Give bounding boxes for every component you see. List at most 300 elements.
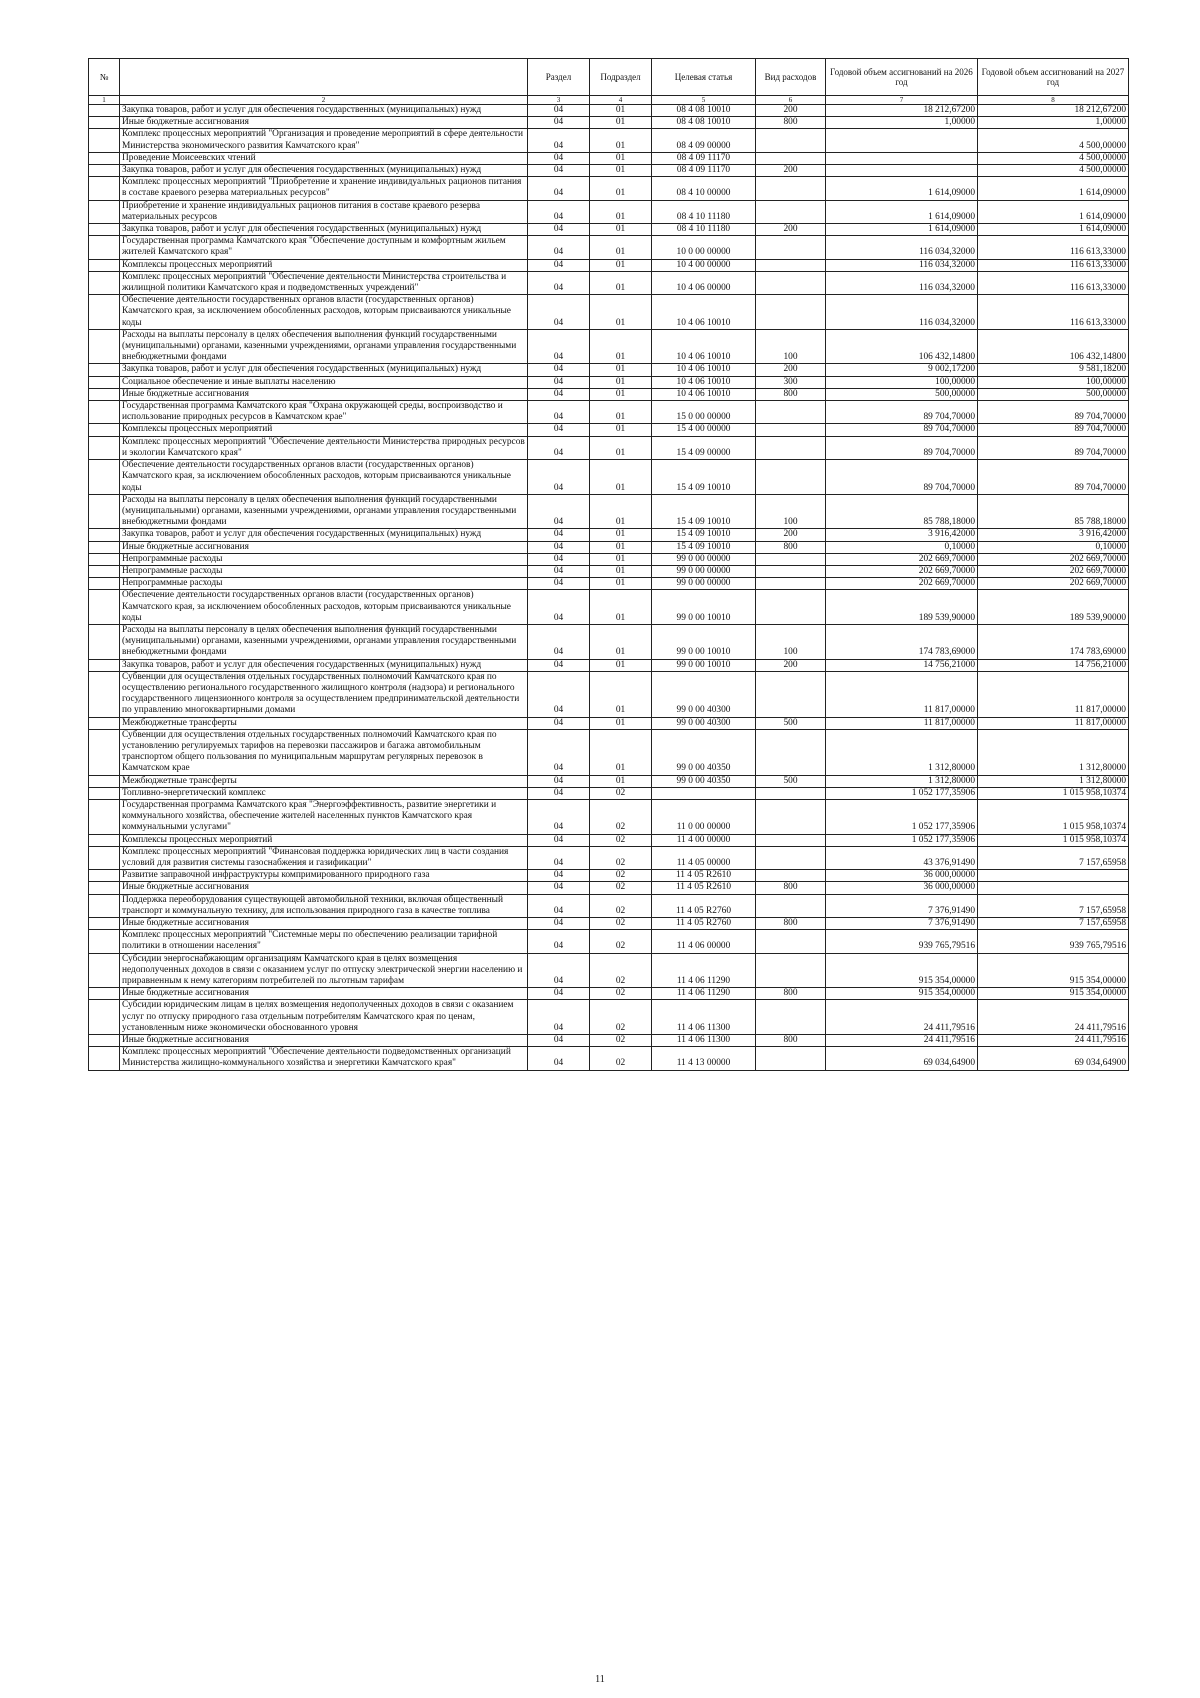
cell-subsection: 01 (590, 565, 652, 577)
cell-2026: 202 669,70000 (826, 578, 978, 590)
cell-name: Иные бюджетные ассигнования (120, 388, 528, 400)
cell-2026: 9 002,17200 (826, 364, 978, 376)
cell-section: 04 (528, 460, 590, 495)
cell-section: 04 (528, 401, 590, 424)
cell-2027: 89 704,70000 (978, 436, 1129, 459)
cell-target: 08 4 10 00000 (652, 177, 756, 200)
cell-num (89, 590, 120, 625)
header-num: № (89, 59, 120, 96)
cell-name: Развитие заправочной инфраструктуры компримированного природного газа (120, 870, 528, 882)
cell-subsection: 01 (590, 177, 652, 200)
cell-name: Расходы на выплаты персоналу в целях обеспечения выполнения функций государственными (муниципальными) органами, казенными учреждениями, органами управления государственными внебюджетными фондами (120, 624, 528, 659)
cell-2027: 116 613,33000 (978, 271, 1129, 294)
cell-type (756, 578, 826, 590)
cell-2027 (978, 882, 1129, 894)
cell-num (89, 659, 120, 671)
cell-2026: 89 704,70000 (826, 460, 978, 495)
cell-target: 99 0 00 10010 (652, 590, 756, 625)
cell-num (89, 1047, 120, 1070)
cell-type: 800 (756, 1035, 826, 1047)
cell-name: Комплекс процессных мероприятий "Финансовая поддержка юридических лиц в части создания условий для развития системы газоснабжения и газификации" (120, 846, 528, 869)
cell-section: 04 (528, 129, 590, 152)
cell-name: Субвенции для осуществления отдельных государственных полномочий Камчатского края по осуществлению регионального государственного жилищного контроля (надзора) и регионального государственного лицензионного контроля за осуществлением предпринимательской деятельности по управлению многоквартирными домами (120, 671, 528, 717)
table-row (89, 200, 1129, 223)
cell-target: 08 4 08 10010 (652, 105, 756, 117)
cell-section: 04 (528, 918, 590, 930)
cell-section: 04 (528, 671, 590, 717)
cell-type (756, 799, 826, 834)
cell-name: Государственная программа Камчатского края "Обеспечение доступным и комфортным жильем жителей Камчатского края" (120, 236, 528, 259)
cell-2027: 116 613,33000 (978, 295, 1129, 330)
cell-subsection: 01 (590, 460, 652, 495)
cell-2027: 1 312,80000 (978, 775, 1129, 787)
cell-2027: 1 015 958,10374 (978, 834, 1129, 846)
table-row (89, 953, 1129, 988)
cell-section: 04 (528, 295, 590, 330)
cell-name: Закупка товаров, работ и услуг для обеспечения государственных (муниципальных) нужд (120, 364, 528, 376)
cell-subsection: 01 (590, 259, 652, 271)
cell-name: Социальное обеспечение и иные выплаты населению (120, 376, 528, 388)
cell-type: 500 (756, 775, 826, 787)
table-row (89, 177, 1129, 200)
cell-num (89, 236, 120, 259)
cell-target: 10 4 06 10010 (652, 295, 756, 330)
cell-num (89, 553, 120, 565)
cell-subsection: 01 (590, 553, 652, 565)
table-row (89, 729, 1129, 775)
cell-2027: 11 817,00000 (978, 671, 1129, 717)
cell-subsection: 02 (590, 930, 652, 953)
table-row (89, 529, 1129, 541)
cell-name: Комплекс процессных мероприятий "Системные меры по обеспечению реализации тарифной политики в отношении населения" (120, 930, 528, 953)
table-row (89, 224, 1129, 236)
cell-target: 11 4 00 00000 (652, 834, 756, 846)
cell-2026: 14 756,21000 (826, 659, 978, 671)
cell-target: 10 4 06 10010 (652, 364, 756, 376)
cell-subsection: 02 (590, 1035, 652, 1047)
cell-name: Поддержка переоборудования существующей автомобильной техники, включая общественный транспорт и коммунальную технику, для использования природного газа в качестве топлива (120, 894, 528, 917)
cell-num (89, 436, 120, 459)
cell-num (89, 717, 120, 729)
table-row (89, 541, 1129, 553)
cell-type (756, 590, 826, 625)
table-row (89, 1047, 1129, 1070)
cell-2027: 4 500,00000 (978, 152, 1129, 164)
table-row (89, 918, 1129, 930)
cell-target: 15 4 00 00000 (652, 424, 756, 436)
column-number: 6 (756, 96, 826, 105)
cell-2026: 1 052 177,35906 (826, 799, 978, 834)
table-row (89, 894, 1129, 917)
table-row (89, 930, 1129, 953)
column-number: 2 (120, 96, 528, 105)
cell-2027: 14 756,21000 (978, 659, 1129, 671)
cell-subsection: 01 (590, 436, 652, 459)
cell-name: Иные бюджетные ассигнования (120, 918, 528, 930)
cell-type: 800 (756, 541, 826, 553)
cell-type (756, 200, 826, 223)
cell-subsection: 01 (590, 165, 652, 177)
cell-subsection: 01 (590, 541, 652, 553)
cell-num (89, 529, 120, 541)
cell-num (89, 870, 120, 882)
cell-2026: 915 354,00000 (826, 988, 978, 1000)
cell-target: 15 4 09 10010 (652, 494, 756, 529)
cell-2027: 1 015 958,10374 (978, 787, 1129, 799)
cell-2026: 1,00000 (826, 117, 978, 129)
cell-target: 11 4 05 R2610 (652, 870, 756, 882)
table-row (89, 578, 1129, 590)
table-row (89, 117, 1129, 129)
cell-2027: 69 034,64900 (978, 1047, 1129, 1070)
cell-name: Субвенции для осуществления отдельных государственных полномочий Камчатского края по установлению регулируемых тарифов на перевозки пассажиров и багажа автомобильным транспортом общего пользования по муниципальным маршрутам регулярных перевозок в Камчатском крае (120, 729, 528, 775)
cell-subsection: 02 (590, 918, 652, 930)
column-number: 3 (528, 96, 590, 105)
cell-2027: 89 704,70000 (978, 401, 1129, 424)
cell-subsection: 01 (590, 152, 652, 164)
cell-num (89, 388, 120, 400)
cell-type (756, 295, 826, 330)
header-type: Вид расходов (756, 59, 826, 96)
cell-subsection: 01 (590, 117, 652, 129)
table-row (89, 436, 1129, 459)
cell-name: Иные бюджетные ассигнования (120, 1035, 528, 1047)
cell-2026 (826, 152, 978, 164)
cell-2026 (826, 165, 978, 177)
cell-num (89, 834, 120, 846)
cell-name: Обеспечение деятельности государственных органов власти (государственных органов) Камчатского края, за исключением обособленных расходов, которым присваиваются уникальные коды (120, 295, 528, 330)
column-number: 4 (590, 96, 652, 105)
cell-subsection: 01 (590, 329, 652, 364)
cell-2027: 85 788,18000 (978, 494, 1129, 529)
cell-type: 100 (756, 624, 826, 659)
cell-section: 04 (528, 988, 590, 1000)
cell-section: 04 (528, 165, 590, 177)
cell-2026: 1 052 177,35906 (826, 834, 978, 846)
cell-section: 04 (528, 775, 590, 787)
cell-2026 (826, 129, 978, 152)
cell-num (89, 541, 120, 553)
cell-2026: 1 312,80000 (826, 729, 978, 775)
budget-table-sheet (88, 58, 1128, 1071)
table-row (89, 259, 1129, 271)
cell-2026: 36 000,00000 (826, 882, 978, 894)
cell-section: 04 (528, 529, 590, 541)
cell-2026: 116 034,32000 (826, 236, 978, 259)
cell-type (756, 671, 826, 717)
cell-subsection: 01 (590, 624, 652, 659)
cell-2026: 189 539,90000 (826, 590, 978, 625)
cell-2026: 1 052 177,35906 (826, 787, 978, 799)
cell-subsection: 01 (590, 717, 652, 729)
cell-2026: 89 704,70000 (826, 436, 978, 459)
cell-num (89, 930, 120, 953)
cell-2027: 939 765,79516 (978, 930, 1129, 953)
cell-name: Комплекс процессных мероприятий "Обеспечение деятельности Министерства строительства и жилищной политики Камчатского края и подведомственных учреждений" (120, 271, 528, 294)
table-row (89, 152, 1129, 164)
table-row (89, 236, 1129, 259)
cell-subsection: 02 (590, 870, 652, 882)
cell-num (89, 775, 120, 787)
cell-target: 08 4 09 11170 (652, 152, 756, 164)
cell-type (756, 436, 826, 459)
cell-target: 08 4 10 11180 (652, 224, 756, 236)
cell-2026: 24 411,79516 (826, 1035, 978, 1047)
cell-2027: 11 817,00000 (978, 717, 1129, 729)
cell-subsection: 02 (590, 953, 652, 988)
cell-2027: 4 500,00000 (978, 165, 1129, 177)
cell-section: 04 (528, 870, 590, 882)
cell-type: 800 (756, 388, 826, 400)
cell-type: 100 (756, 329, 826, 364)
cell-type (756, 729, 826, 775)
table-row (89, 295, 1129, 330)
cell-name: Иные бюджетные ассигнования (120, 988, 528, 1000)
table-row (89, 717, 1129, 729)
cell-name: Обеспечение деятельности государственных органов власти (государственных органов) Камчатского края, за исключением обособленных расходов, которым присваиваются уникальные коды (120, 460, 528, 495)
cell-target: 08 4 09 00000 (652, 129, 756, 152)
cell-2026: 116 034,32000 (826, 259, 978, 271)
cell-num (89, 988, 120, 1000)
cell-type: 200 (756, 364, 826, 376)
cell-target: 15 0 00 00000 (652, 401, 756, 424)
cell-subsection: 01 (590, 388, 652, 400)
cell-target: 11 4 06 11290 (652, 988, 756, 1000)
cell-section: 04 (528, 590, 590, 625)
table-row (89, 388, 1129, 400)
cell-num (89, 787, 120, 799)
cell-type (756, 787, 826, 799)
cell-name: Комплекс процессных мероприятий "Приобретение и хранение индивидуальных рационов питания в составе краевого резерва материальных ресурсов" (120, 177, 528, 200)
cell-2026: 18 212,67200 (826, 105, 978, 117)
header-2027: Годовой объем ассигнований на 2027 год (978, 59, 1129, 96)
header-section: Раздел (528, 59, 590, 96)
cell-name: Комплексы процессных мероприятий (120, 259, 528, 271)
cell-section: 04 (528, 624, 590, 659)
table-column-numbers (89, 96, 1129, 105)
cell-target: 10 4 06 10010 (652, 376, 756, 388)
cell-2027: 1 614,09000 (978, 200, 1129, 223)
cell-type (756, 870, 826, 882)
cell-type: 100 (756, 494, 826, 529)
cell-subsection: 02 (590, 834, 652, 846)
header-2026: Годовой объем ассигнований на 2026 год (826, 59, 978, 96)
cell-target: 99 0 00 40300 (652, 717, 756, 729)
cell-type (756, 460, 826, 495)
table-row (89, 329, 1129, 364)
cell-target: 99 0 00 10010 (652, 624, 756, 659)
cell-2026: 116 034,32000 (826, 295, 978, 330)
cell-2026: 1 614,09000 (826, 177, 978, 200)
cell-num (89, 105, 120, 117)
cell-2027: 1 614,09000 (978, 224, 1129, 236)
cell-target: 11 4 05 00000 (652, 846, 756, 869)
cell-section: 04 (528, 424, 590, 436)
table-row (89, 165, 1129, 177)
table-row (89, 624, 1129, 659)
cell-type: 500 (756, 717, 826, 729)
cell-2026: 85 788,18000 (826, 494, 978, 529)
cell-name: Закупка товаров, работ и услуг для обеспечения государственных (муниципальных) нужд (120, 659, 528, 671)
cell-num (89, 165, 120, 177)
cell-section: 04 (528, 376, 590, 388)
cell-num (89, 894, 120, 917)
column-number: 5 (652, 96, 756, 105)
cell-2026: 116 034,32000 (826, 271, 978, 294)
cell-subsection: 01 (590, 364, 652, 376)
cell-2026: 7 376,91490 (826, 894, 978, 917)
table-row (89, 590, 1129, 625)
header-name (120, 59, 528, 96)
cell-target: 10 4 06 10010 (652, 329, 756, 364)
cell-section: 04 (528, 565, 590, 577)
cell-num (89, 117, 120, 129)
cell-name: Расходы на выплаты персоналу в целях обеспечения выполнения функций государственными (муниципальными) органами, казенными учреждениями, органами управления государственными внебюджетными фондами (120, 329, 528, 364)
cell-subsection: 01 (590, 578, 652, 590)
cell-target: 15 4 09 10010 (652, 529, 756, 541)
cell-2027: 174 783,69000 (978, 624, 1129, 659)
cell-num (89, 200, 120, 223)
cell-name: Проведение Моисеевских чтений (120, 152, 528, 164)
cell-section: 04 (528, 329, 590, 364)
cell-name: Субсидии юридическим лицам в целях возмещения недополученных доходов в связи с оказанием услуг по отпуску природного газа отдельным потребителям Камчатского края по ценам, установленным ниже экономически обоснованного уровня (120, 1000, 528, 1035)
cell-num (89, 401, 120, 424)
table-row (89, 494, 1129, 529)
cell-2026: 202 669,70000 (826, 553, 978, 565)
cell-section: 04 (528, 494, 590, 529)
cell-subsection: 01 (590, 529, 652, 541)
cell-2027: 202 669,70000 (978, 578, 1129, 590)
table-row (89, 565, 1129, 577)
cell-target: 10 4 06 10010 (652, 388, 756, 400)
cell-type: 200 (756, 659, 826, 671)
cell-target: 99 0 00 40300 (652, 671, 756, 717)
cell-target: 08 4 10 11180 (652, 200, 756, 223)
cell-subsection: 01 (590, 775, 652, 787)
cell-2026: 11 817,00000 (826, 671, 978, 717)
cell-num (89, 259, 120, 271)
cell-subsection: 01 (590, 236, 652, 259)
cell-2027: 9 581,18200 (978, 364, 1129, 376)
cell-type: 800 (756, 918, 826, 930)
cell-subsection: 01 (590, 729, 652, 775)
cell-2027: 4 500,00000 (978, 129, 1129, 152)
cell-section: 04 (528, 894, 590, 917)
cell-section: 04 (528, 388, 590, 400)
cell-2026: 1 614,09000 (826, 200, 978, 223)
cell-section: 04 (528, 177, 590, 200)
cell-type (756, 259, 826, 271)
cell-target: 11 4 05 R2610 (652, 882, 756, 894)
cell-name: Комплекс процессных мероприятий "Организация и проведение мероприятий в сфере деятельности Министерства экономического развития Камчатского края" (120, 129, 528, 152)
cell-2026: 3 916,42000 (826, 529, 978, 541)
cell-target: 10 4 00 00000 (652, 259, 756, 271)
cell-subsection: 01 (590, 295, 652, 330)
cell-2026: 11 817,00000 (826, 717, 978, 729)
cell-2027: 7 157,65958 (978, 846, 1129, 869)
table-row (89, 1035, 1129, 1047)
cell-num (89, 1000, 120, 1035)
cell-section: 04 (528, 787, 590, 799)
cell-section: 04 (528, 846, 590, 869)
cell-2026: 174 783,69000 (826, 624, 978, 659)
cell-type (756, 930, 826, 953)
cell-target: 99 0 00 00000 (652, 578, 756, 590)
cell-2026: 1 614,09000 (826, 224, 978, 236)
cell-subsection: 02 (590, 846, 652, 869)
cell-name: Комплексы процессных мероприятий (120, 834, 528, 846)
cell-2027: 915 354,00000 (978, 953, 1129, 988)
cell-section: 04 (528, 117, 590, 129)
cell-type: 200 (756, 165, 826, 177)
page-number: 11 (595, 1674, 605, 1685)
cell-2026: 106 432,14800 (826, 329, 978, 364)
table-row (89, 424, 1129, 436)
cell-section: 04 (528, 553, 590, 565)
cell-num (89, 799, 120, 834)
table-header-row (89, 59, 1129, 96)
cell-name: Иные бюджетные ассигнования (120, 117, 528, 129)
cell-2026: 89 704,70000 (826, 424, 978, 436)
cell-num (89, 578, 120, 590)
cell-target: 08 4 08 10010 (652, 117, 756, 129)
cell-2027: 1 614,09000 (978, 177, 1129, 200)
cell-2027: 89 704,70000 (978, 424, 1129, 436)
cell-subsection: 01 (590, 494, 652, 529)
budget-table (88, 58, 1129, 1071)
cell-section: 04 (528, 200, 590, 223)
cell-section: 04 (528, 259, 590, 271)
cell-num (89, 671, 120, 717)
cell-type (756, 129, 826, 152)
cell-name: Субсидии энергоснабжающим организациям Камчатского края в целях возмещения недополученных доходов в связи с оказанием услуг по отпуску электрической энергии населению и приравненным к нему категориям потребителей по льготным тарифам (120, 953, 528, 988)
cell-2027: 1,00000 (978, 117, 1129, 129)
cell-2027: 116 613,33000 (978, 236, 1129, 259)
cell-2026: 202 669,70000 (826, 565, 978, 577)
cell-subsection: 02 (590, 799, 652, 834)
cell-name: Государственная программа Камчатского края "Энергоэффективность, развитие энергетики и коммунального хозяйства, обеспечение жителей населенных пунктов Камчатского края коммунальными услугами" (120, 799, 528, 834)
cell-2026: 24 411,79516 (826, 1000, 978, 1035)
cell-subsection: 02 (590, 894, 652, 917)
cell-type (756, 424, 826, 436)
cell-section: 04 (528, 541, 590, 553)
cell-subsection: 01 (590, 224, 652, 236)
cell-section: 04 (528, 799, 590, 834)
cell-num (89, 364, 120, 376)
cell-2027: 202 669,70000 (978, 553, 1129, 565)
cell-type (756, 953, 826, 988)
cell-section: 04 (528, 1047, 590, 1070)
cell-subsection: 01 (590, 376, 652, 388)
cell-section: 04 (528, 224, 590, 236)
cell-target: 99 0 00 10010 (652, 659, 756, 671)
cell-2027: 7 157,65958 (978, 894, 1129, 917)
cell-name: Иные бюджетные ассигнования (120, 541, 528, 553)
cell-num (89, 376, 120, 388)
cell-target: 11 4 13 00000 (652, 1047, 756, 1070)
table-row (89, 659, 1129, 671)
column-number: 1 (89, 96, 120, 105)
cell-target: 99 0 00 40350 (652, 729, 756, 775)
cell-num (89, 129, 120, 152)
cell-target: 11 4 05 R2760 (652, 918, 756, 930)
cell-subsection: 01 (590, 200, 652, 223)
cell-name: Обеспечение деятельности государственных органов власти (государственных органов) Камчатского края, за исключением обособленных расходов, которым присваиваются уникальные коды (120, 590, 528, 625)
cell-subsection: 01 (590, 105, 652, 117)
cell-2027: 89 704,70000 (978, 460, 1129, 495)
cell-section: 04 (528, 882, 590, 894)
cell-2026: 100,00000 (826, 376, 978, 388)
